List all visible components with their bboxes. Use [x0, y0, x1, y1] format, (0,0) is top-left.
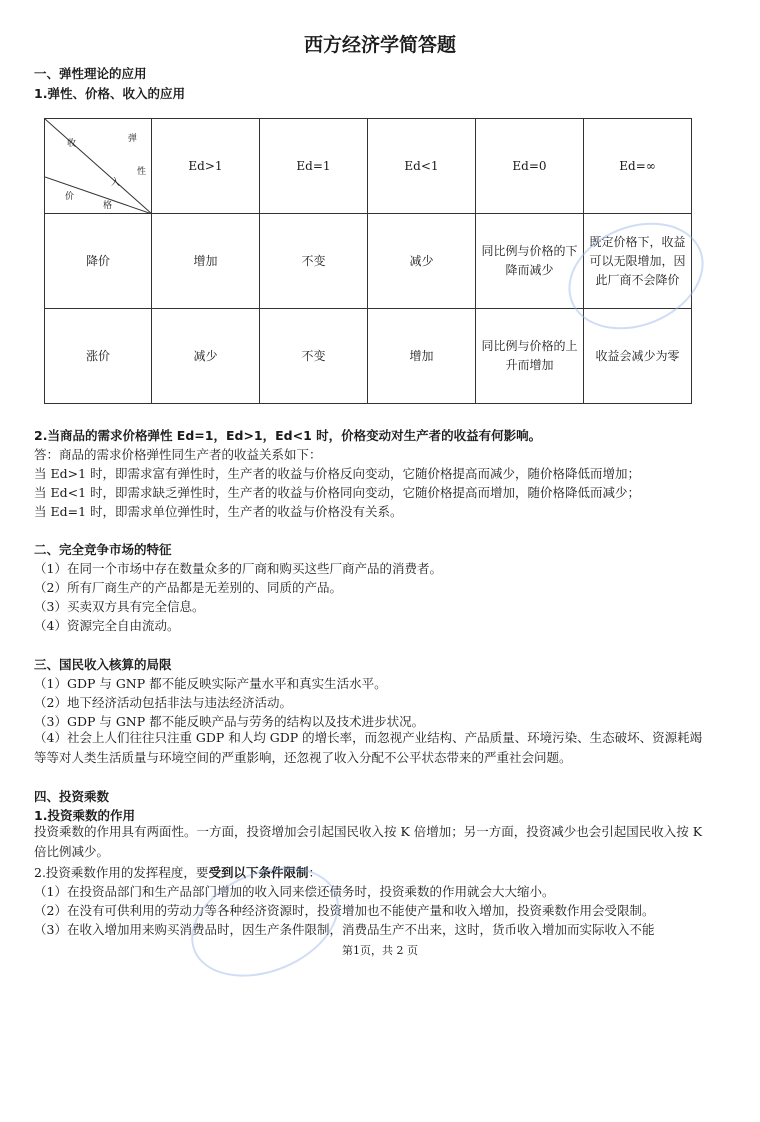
list-item: （4）社会上人们往往只注重 GDP 和人均 GDP 的增长率，而忽视产业结构、产品质量、环境污染、生态破坏、资源耗竭等等对人类生活质量与环境空间的严重影响，还忽视了收入分配不公平状态带来的严重社会问题。	[34, 730, 703, 765]
section-1-subheading-2: 2.当商品的需求价格弹性 Ed=1，Ed>1，Ed<1 时，价格变动对生产者的收益有何影响。	[34, 428, 542, 443]
row-label: 降价	[45, 214, 152, 309]
answer-line: 当 Ed<1 时，即需求缺乏弹性时，生产者的收益与价格同向变动，它随价格提高而增加，随价格降低而减少；	[34, 485, 641, 500]
corner-label-income: 收	[67, 139, 77, 149]
corner-label-price: 价	[65, 192, 75, 202]
sub2-emphasis: 受到以下条件限制	[208, 865, 309, 880]
section-2-heading: 二、完全竞争市场的特征	[34, 542, 172, 557]
table-cell: 同比例与价格的下降而减少	[476, 214, 584, 309]
header-ed-gt-1: Ed>1	[152, 119, 260, 214]
table-cell: 既定价格下，收益可以无限增加，因此厂商不会降价	[584, 214, 692, 309]
section-4-heading: 四、投资乘数	[34, 789, 110, 804]
list-item: （1）在同一个市场中存在数量众多的厂商和购买这些厂商产品的消费者。	[34, 561, 442, 576]
list-item: （1）GDP 与 GNP 都不能反映实际产量水平和真实生活水平。	[34, 676, 387, 691]
list-item: （3）在收入增加用来购买消费品时，因生产条件限制，消费品生产不出来，这时，货币收入增加而实际收入不能	[34, 922, 655, 937]
section-4-subheading-1: 1.投资乘数的作用	[34, 808, 135, 823]
header-ed-eq-1: Ed=1	[260, 119, 368, 214]
section-3-heading: 三、国民收入核算的局限	[34, 657, 172, 672]
corner-label-ge: 格	[103, 201, 113, 211]
list-item: （2）地下经济活动包括非法与违法经济活动。	[34, 695, 292, 710]
answer-line: 当 Ed=1 时，即需求单位弹性时，生产者的收益与价格没有关系。	[34, 504, 403, 519]
table-cell: 减少	[368, 214, 476, 309]
table-cell: 减少	[152, 309, 260, 404]
table-cell: 增加	[152, 214, 260, 309]
section-4-subheading-2	[34, 863, 714, 881]
list-item: （1）在投资品部门和生产品部门增加的收入同来偿还债务时，投资乘数的作用就会大大缩小。	[34, 884, 555, 899]
header-ed-lt-1: Ed<1	[368, 119, 476, 214]
sub2-prefix: 2.投资乘数作用的发挥程度，要	[34, 865, 209, 880]
page-footer: 第1页，共 2 页	[342, 944, 418, 957]
section-4-paragraph: 投资乘数的作用具有两面性。一方面，投资增加会引起国民收入按 K 倍增加；另一方面，投资减少也会引起国民收入按 K 倍比例减少。	[34, 824, 703, 859]
list-item: （4）资源完全自由流动。	[34, 618, 180, 633]
list-item: （2）在没有可供利用的劳动力等各种经济资源时，投资增加也不能使产量和收入增加，投资乘数作用会受限制。	[34, 903, 655, 918]
row-label: 涨价	[45, 309, 152, 404]
list-item: （3）买卖双方具有完全信息。	[34, 599, 205, 614]
section-1-heading: 一、弹性理论的应用	[34, 66, 147, 81]
list-item: （2）所有厂商生产的产品都是无差别的、同质的产品。	[34, 580, 342, 595]
answer-line: 答：商品的需求价格弹性同生产者的收益关系如下：	[34, 447, 322, 462]
sub2-suffix: ：	[308, 865, 321, 880]
header-ed-eq-0: Ed=0	[476, 119, 584, 214]
corner-label-elastic: 弹	[128, 134, 138, 144]
table-corner-cell	[45, 119, 152, 214]
header-ed-inf: Ed=∞	[584, 119, 692, 214]
answer-line: 当 Ed>1 时，即需求富有弹性时，生产者的收益与价格反向变动，它随价格提高而减少，随价格降低而增加；	[34, 466, 641, 481]
table-cell: 同比例与价格的上升而增加	[476, 309, 584, 404]
table-cell: 收益会减少为零	[584, 309, 692, 404]
list-item: （3）GDP 与 GNP 都不能反映产品与劳务的结构以及技术进步状况。	[34, 714, 425, 729]
corner-label-ity: 性	[137, 167, 147, 177]
table-cell: 增加	[368, 309, 476, 404]
section-1-subheading-1: 1.弹性、价格、收入的应用	[34, 86, 185, 101]
corner-label-in: 入	[111, 178, 121, 188]
page-title: 西方经济学简答题	[303, 34, 456, 56]
table-cell: 不变	[260, 309, 368, 404]
table-cell: 不变	[260, 214, 368, 309]
